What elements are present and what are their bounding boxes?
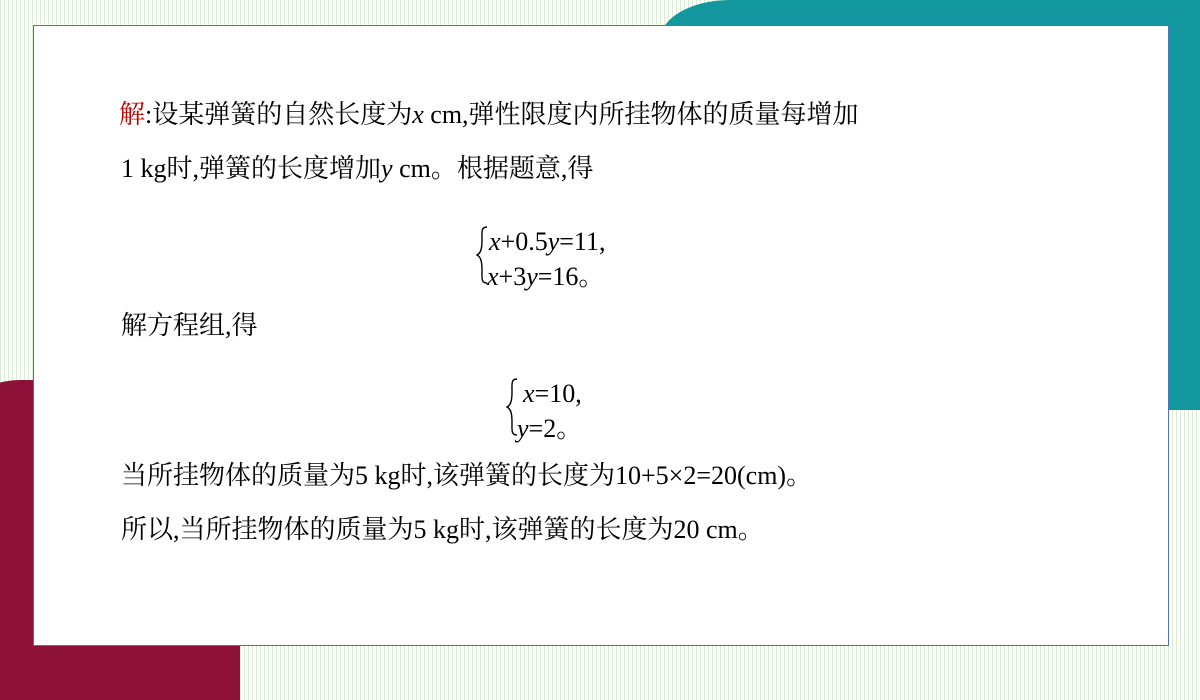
system1-equation-2: x+3y=16。 — [487, 262, 605, 291]
system2-equation-2: y=2。 — [517, 414, 583, 443]
content-card — [33, 25, 1169, 646]
line1-suffix: cm,弹性限度内所挂物体的质量每增加 — [423, 100, 859, 129]
system2-equation-1: x=10, — [523, 379, 582, 408]
line2-prefix: 1 kg时,弹簧的长度增加 — [121, 154, 382, 183]
solution-label: 解 — [119, 100, 146, 129]
line1-prefix: :设某弹簧的自然长度为 — [145, 100, 413, 129]
solution-line-1 — [119, 102, 859, 128]
solution-line-6: 所以,当所挂物体的质量为5 kg时,该弹簧的长度为20 cm。 — [121, 515, 764, 544]
line2-suffix: cm。根据题意,得 — [392, 154, 594, 183]
variable-x: x — [412, 100, 424, 129]
solution-line-5: 当所挂物体的质量为5 kg时,该弹簧的长度为10+5×2=20(cm)。 — [121, 461, 813, 490]
variable-y: y — [381, 154, 393, 183]
system1-equation-1: x+0.5y=11, — [489, 227, 606, 256]
solve-text: 解方程组,得 — [121, 311, 258, 340]
solution-line-2 — [121, 156, 593, 182]
